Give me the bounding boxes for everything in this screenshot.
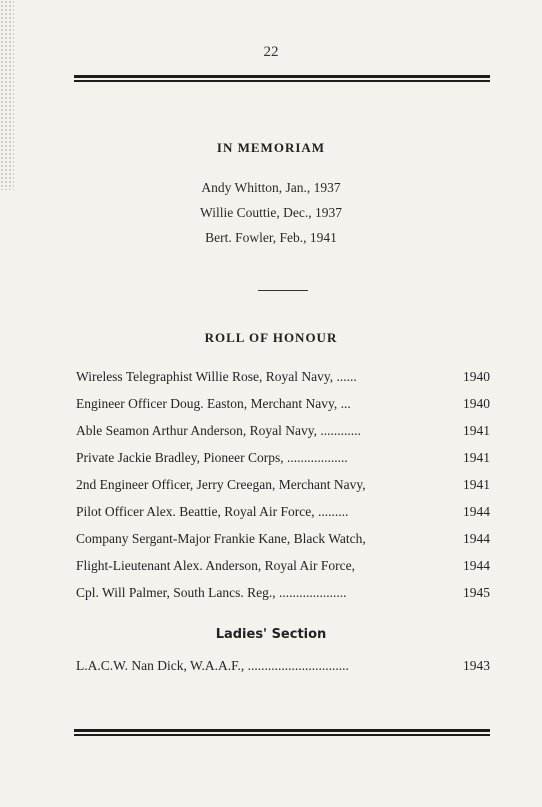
page-number: 22 xyxy=(263,44,279,60)
roll-of-honour-list xyxy=(76,363,490,606)
honour-entry xyxy=(76,363,490,390)
honour-entry-year: 1941 xyxy=(463,450,490,465)
honour-entry xyxy=(76,444,490,471)
honour-entry-name: Private Jackie Bradley, Pioneer Corps, .................. xyxy=(76,450,348,465)
honour-entry-name: Cpl. Will Palmer, South Lancs. Reg., .................... xyxy=(76,585,347,600)
top-double-rule xyxy=(74,75,490,82)
honour-entry-year: 1941 xyxy=(463,477,490,492)
bottom-double-rule xyxy=(74,729,490,736)
honour-entry-year: 1941 xyxy=(463,423,490,438)
honour-entry-year: 1940 xyxy=(463,396,490,411)
ladies-section-list xyxy=(76,652,490,679)
page-edge-speckle xyxy=(0,0,14,190)
honour-entry xyxy=(76,552,490,579)
honour-entry xyxy=(76,471,490,498)
honour-entry-name: Wireless Telegraphist Willie Rose, Royal Navy, ...... xyxy=(76,369,357,384)
honour-entry-year: 1944 xyxy=(463,504,490,519)
honour-entry xyxy=(76,498,490,525)
ladies-entry-year: 1943 xyxy=(463,658,490,673)
honour-entry xyxy=(76,390,490,417)
honour-entry xyxy=(76,417,490,444)
roll-of-honour-heading: ROLL OF HONOUR xyxy=(204,330,338,345)
honour-entry-year: 1944 xyxy=(463,531,490,546)
honour-entry-name: Company Sergant-Major Frankie Kane, Black Watch, xyxy=(76,531,366,546)
memoriam-list xyxy=(0,175,542,250)
honour-entry-name: Able Seamon Arthur Anderson, Royal Navy, ............ xyxy=(76,423,361,438)
honour-entry xyxy=(76,525,490,552)
memoriam-entry: Willie Couttie, Dec., 1937 xyxy=(200,205,342,220)
ladies-section-heading: Ladies' Section xyxy=(215,627,327,642)
honour-entry xyxy=(76,579,490,606)
in-memoriam-heading: IN MEMORIAM xyxy=(216,140,326,155)
section-divider xyxy=(258,290,308,291)
honour-entry-name: 2nd Engineer Officer, Jerry Creegan, Merchant Navy, xyxy=(76,477,366,492)
honour-entry-year: 1944 xyxy=(463,558,490,573)
honour-entry-name: Flight-Lieutenant Alex. Anderson, Royal Air Force, xyxy=(76,558,355,573)
honour-entry-year: 1940 xyxy=(463,369,490,384)
honour-entry-name: Pilot Officer Alex. Beattie, Royal Air Force, ......... xyxy=(76,504,349,519)
honour-entry-year: 1945 xyxy=(463,585,490,600)
honour-entry-name: Engineer Officer Doug. Easton, Merchant Navy, ... xyxy=(76,396,351,411)
memoriam-entry: Bert. Fowler, Feb., 1941 xyxy=(205,230,337,245)
memoriam-entry: Andy Whitton, Jan., 1937 xyxy=(201,180,341,195)
ladies-entry-name: L.A.C.W. Nan Dick, W.A.A.F., .............................. xyxy=(76,658,349,673)
ladies-entry xyxy=(76,652,490,679)
